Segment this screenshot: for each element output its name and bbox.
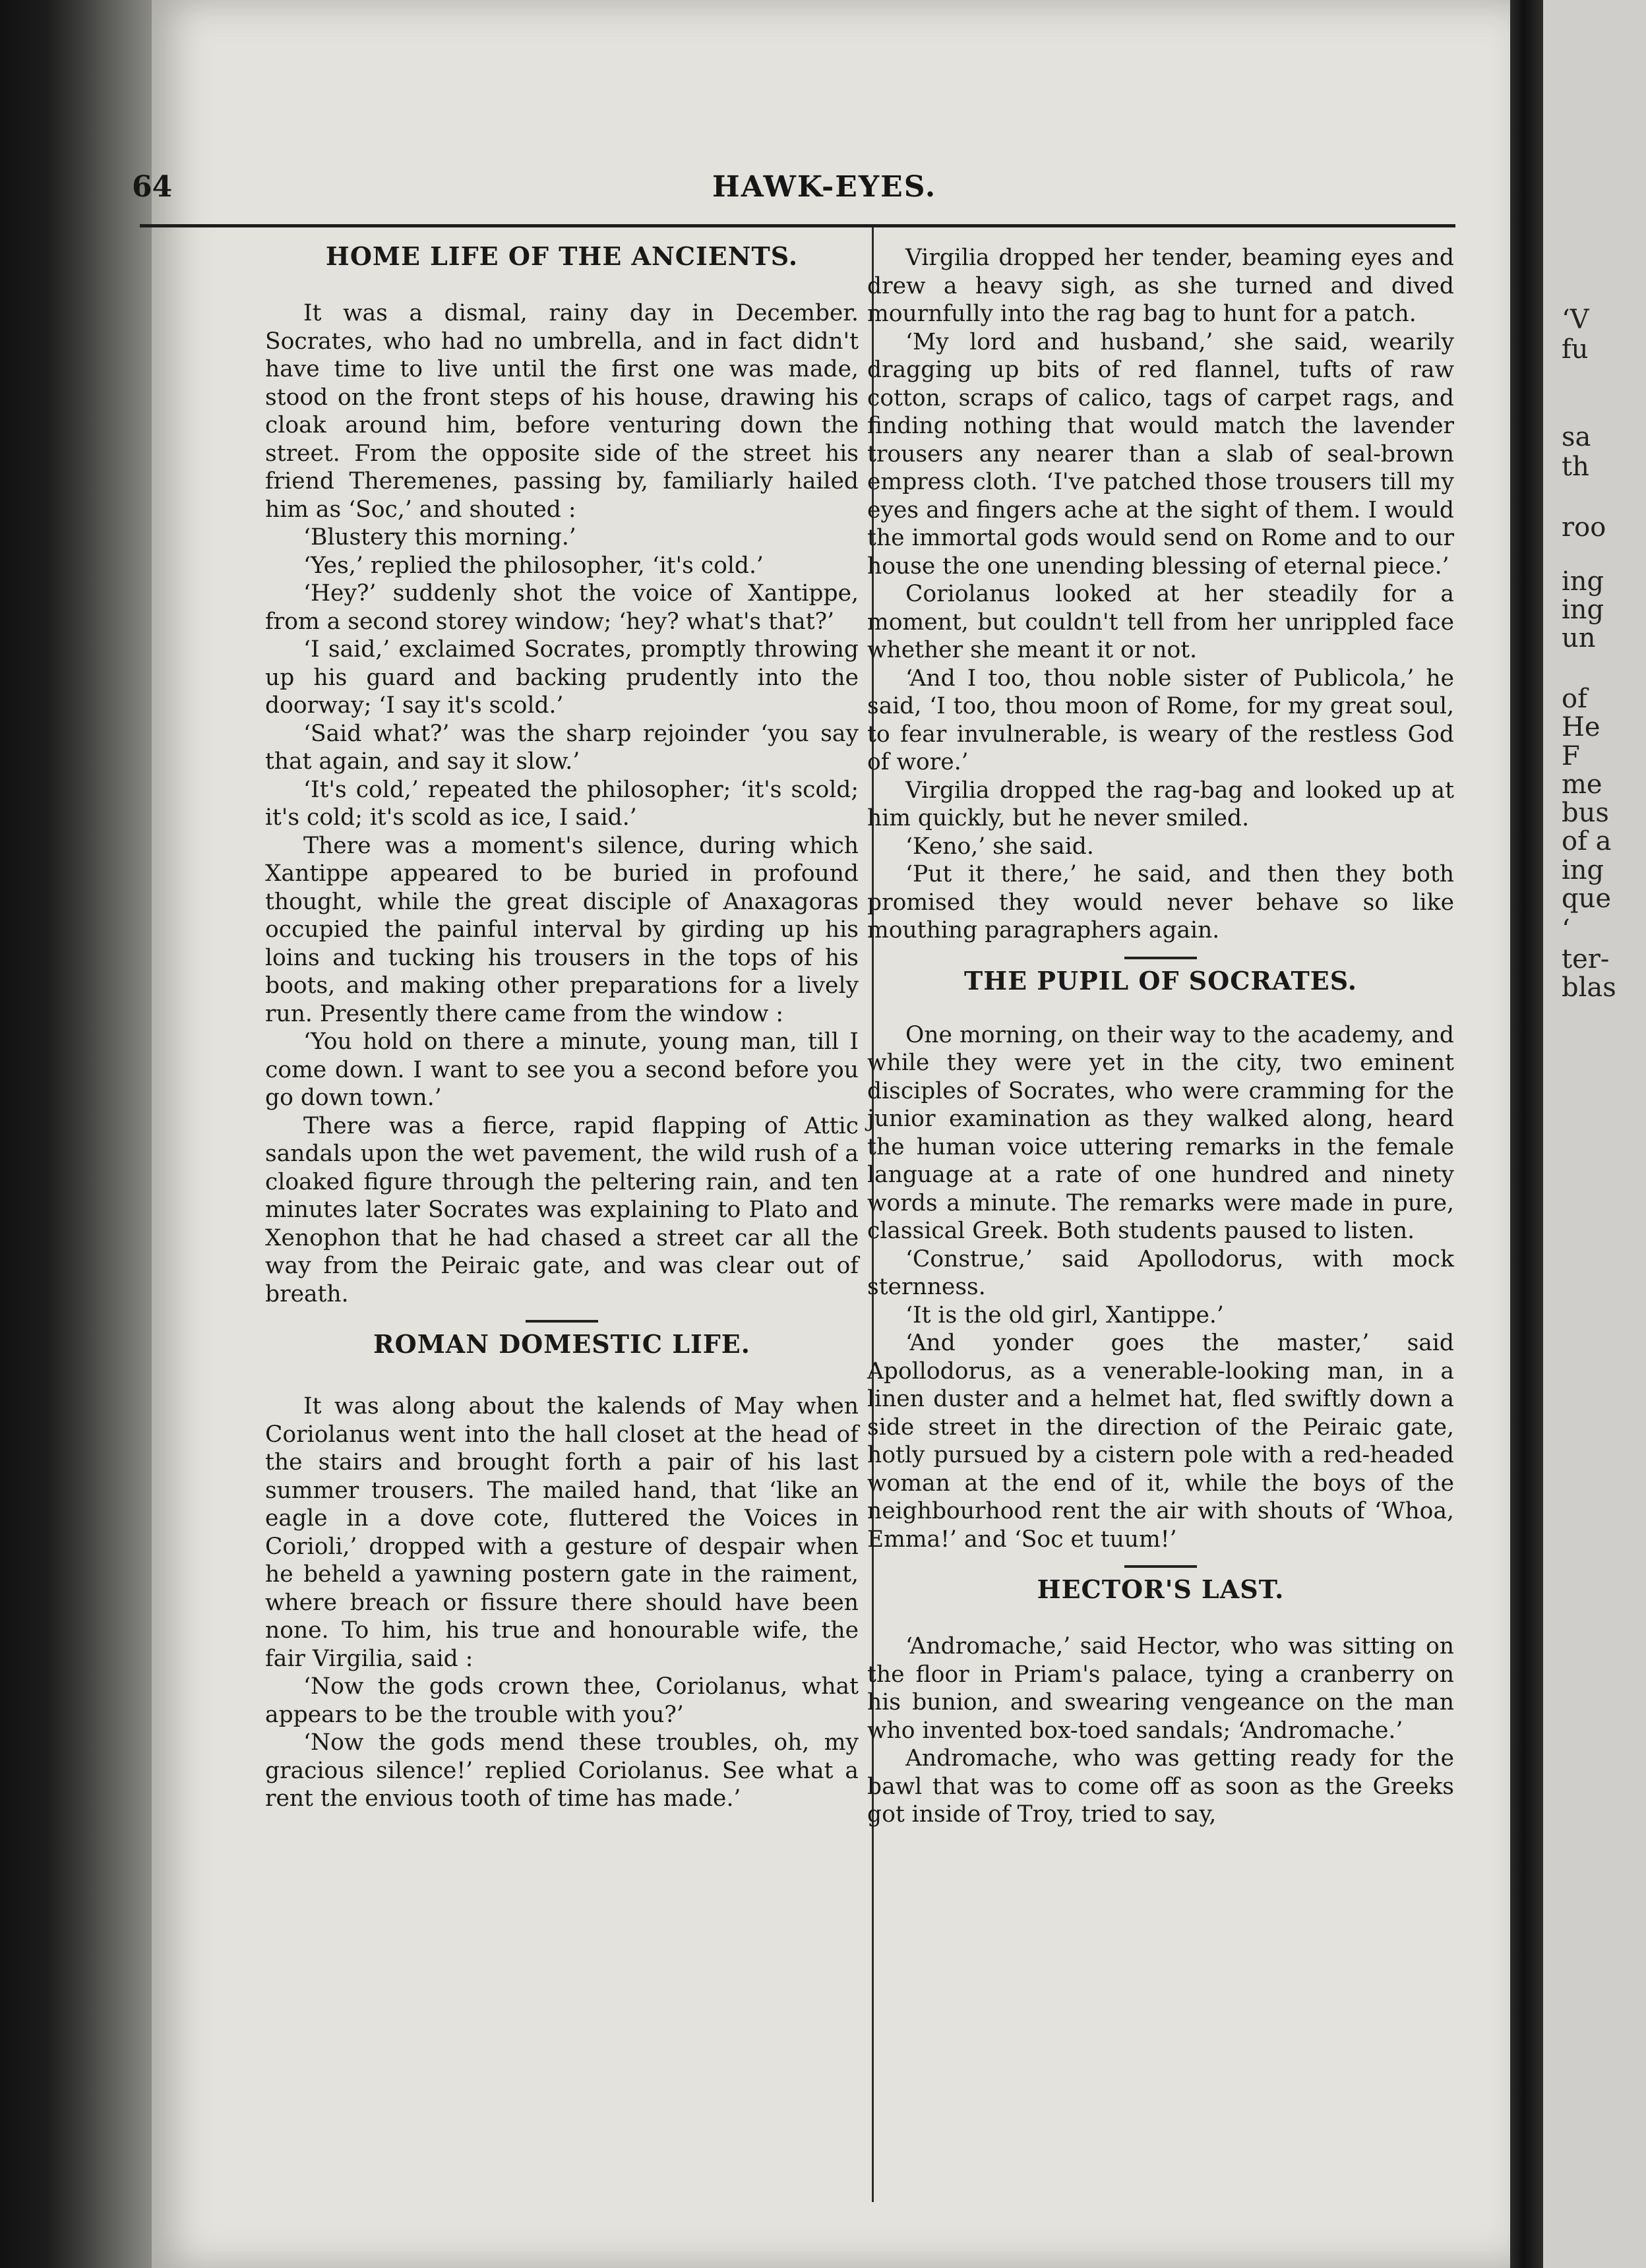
adjacent-fragment: me [1562,769,1602,800]
adjacent-fragment: ing [1562,595,1604,625]
paragraph: There was a moment's silence, during which Xantippe appeared to be buried in profound thought, while the great disciple of Anaxagoras occupied the painful interval by girding up his loins and tucking his trousers in the tops of his boots, and making other preparations for a lively run. Presently there came from the window : [265,832,859,1027]
header-rule [140,224,1455,227]
paragraph: ‘My lord and husband,’ she said, wearily dragging up bits of red flannel, tufts of raw cotton, scraps of calico, tags of carpet rags, and finding nothing that would match the lavender trousers any nearer than a slab of seal-brown empress cloth. ‘I've patched those trousers till my eyes and fingers ache at the sight of them. I would the immortal gods would send on Rome and to our house the one unending blessing of eternal piece.’ [867,328,1454,580]
paragraph: ‘And I too, thou noble sister of Publicola,’ he said, ‘I too, thou moon of Rome, for my great soul, to fear invulnerable, is weary of the restless God of wore.’ [867,665,1454,775]
paragraph: ‘Keno,’ she said. [905,833,1094,860]
adjacent-fragment: th [1562,452,1589,482]
page-number: 64 [132,170,173,204]
article-title: ROMAN DOMESTIC LIFE. [373,1329,750,1359]
adjacent-fragment: que [1562,883,1612,914]
left-column [265,232,859,1813]
adjacent-fragment: ing [1562,855,1604,885]
article-title: THE PUPIL OF SOCRATES. [963,965,1358,996]
paragraph: Andromache, who was getting ready for the bawl that was to come off as soon as the Greeks got inside of Troy, tried to say, [867,1745,1454,1828]
adjacent-fragment: of a [1562,826,1612,856]
paragraph: ‘Hey?’ suddenly shot the voice of Xantippe, from a second storey window; ‘hey? what's that?’ [265,580,859,635]
adjacent-fragment: roo [1562,512,1606,543]
paragraph: ‘I said,’ exclaimed Socrates, promptly throwing up his guard and backing prudently into the doorway; ‘I say it's scold.’ [265,636,859,719]
adjacent-fragment: He [1562,712,1600,742]
adjacent-page [1543,0,1646,2268]
section-divider [1124,957,1197,959]
paragraph: ‘Blustery this morning.’ [303,524,576,551]
adjacent-fragment: ‘V [1562,305,1589,335]
book-gutter [0,0,152,2268]
section-divider [526,1320,598,1323]
paragraph: ‘And yonder goes the master,’ said Apollodorus, as a venerable-looking man, in a linen duster and a helmet hat, fled swiftly down a side street in the direction of the Peiraic gate, hotly pursued by a cistern pole with a red-headed woman at the end of it, while the boys of the neighbourhood rent the air with shouts of ‘Whoa, Emma!’ and ‘Soc et tuum!’ [867,1330,1454,1553]
paragraph: ‘Said what?’ was the sharp rejoinder ‘you say that again, and say it slow.’ [265,720,859,775]
adjacent-fragment: bus [1562,798,1609,828]
article-title: HECTOR'S LAST. [1037,1574,1285,1604]
paragraph: Virgilia dropped the rag-bag and looked up at him quickly, but he never smiled. [867,777,1454,831]
adjacent-fragment: ter- [1562,944,1610,974]
section-divider [1124,1565,1197,1568]
paragraph: ‘Andromache,’ said Hector, who was sitting on the floor in Priam's palace, tying a cranberry on his bunion, and swearing vengeance on the man who invented box-toed sandals; ‘Andromache.’ [867,1633,1454,1744]
adjacent-fragment: ing [1562,566,1604,597]
paragraph: Virgilia dropped her tender, beaming eyes and drew a heavy sigh, as she turned and dived mournfully into the rag bag to hunt for a patch. [867,245,1454,327]
paragraph: ‘Put it there,’ he said, and then they both promised they would never behave so like mouthing paragraphers again. [867,861,1454,943]
paragraph: ‘It is the old girl, Xantippe.’ [905,1301,1224,1328]
adjacent-fragment: of [1562,684,1587,714]
paragraph: ‘Construe,’ said Apollodorus, with mock sternness. [867,1245,1454,1300]
paragraph: Coriolanus looked at her steadily for a moment, but couldn't tell from her unrippled face whether she meant it or not. [867,581,1454,663]
paragraph: ‘Yes,’ replied the philosopher, ‘it's cold.’ [303,552,764,579]
paragraph: ‘You hold on there a minute, young man, till I come down. I want to see you a second before you go down town.’ [265,1029,859,1111]
adjacent-fragment: blas [1562,972,1616,1003]
paragraph: It was along about the kalends of May when Coriolanus went into the hall closet at the head of the stairs and brought forth a pair of his last summer trousers. The mailed hand, that ‘like an eagle in a dove cote, fluttered the Voices in Corioli,’ dropped with a gesture of despair when he beheld a yawning postern gate in the raiment, where breach or fissure there should have been none. To him, his true and honourable wife, the fair Virgilia, said : [265,1393,859,1672]
paragraph: ‘Now the gods crown thee, Coriolanus, what appears to be the trouble with you?’ [265,1673,859,1728]
adjacent-fragment: fu [1562,334,1589,365]
right-column [867,244,1454,1829]
paragraph: There was a fierce, rapid flapping of Attic sandals upon the wet pavement, the wild rush of a cloaked figure through the peltering rain, and ten minutes later Socrates was explaining to Plato and Xenophon that he had chased a street car all the way from the Peiraic gate, and was clear out of breath. [265,1112,859,1307]
adjacent-fragment: sa [1562,422,1591,452]
page-edge-shadow [1510,0,1543,2268]
running-title: HAWK-EYES. [712,170,937,204]
paragraph: ‘It's cold,’ repeated the philosopher; ‘it's scold; it's cold; it's scold as ice, I said.’ [265,776,859,831]
paragraph: ‘Now the gods mend these troubles, oh, my gracious silence!’ replied Coriolanus. See what a rent the envious tooth of time has made.’ [265,1729,859,1812]
adjacent-fragment: un [1562,623,1596,653]
article-title: HOME LIFE OF THE ANCIENTS. [325,241,799,271]
adjacent-fragment: ‘ [1562,914,1570,945]
paragraph: It was a dismal, rainy day in December. Socrates, who had no umbrella, and in fact didn't have time to live until the first one was made, stood on the front steps of his house, drawing his cloak around him, before venturing down the street. From the opposite side of the street his friend Theremenes, passing by, familiarly hailed him as ‘Soc,’ and shouted : [265,300,859,523]
adjacent-fragment: F [1562,741,1580,771]
paragraph: One morning, on their way to the academy, and while they were yet in the city, two eminent disciples of Socrates, who were cramming for the junior examination as they walked along, heard the human voice uttering remarks in the female language at a rate of one hundred and ninety words a minute. The remarks were made in pure, classical Greek. Both students paused to listen. [867,1021,1454,1244]
